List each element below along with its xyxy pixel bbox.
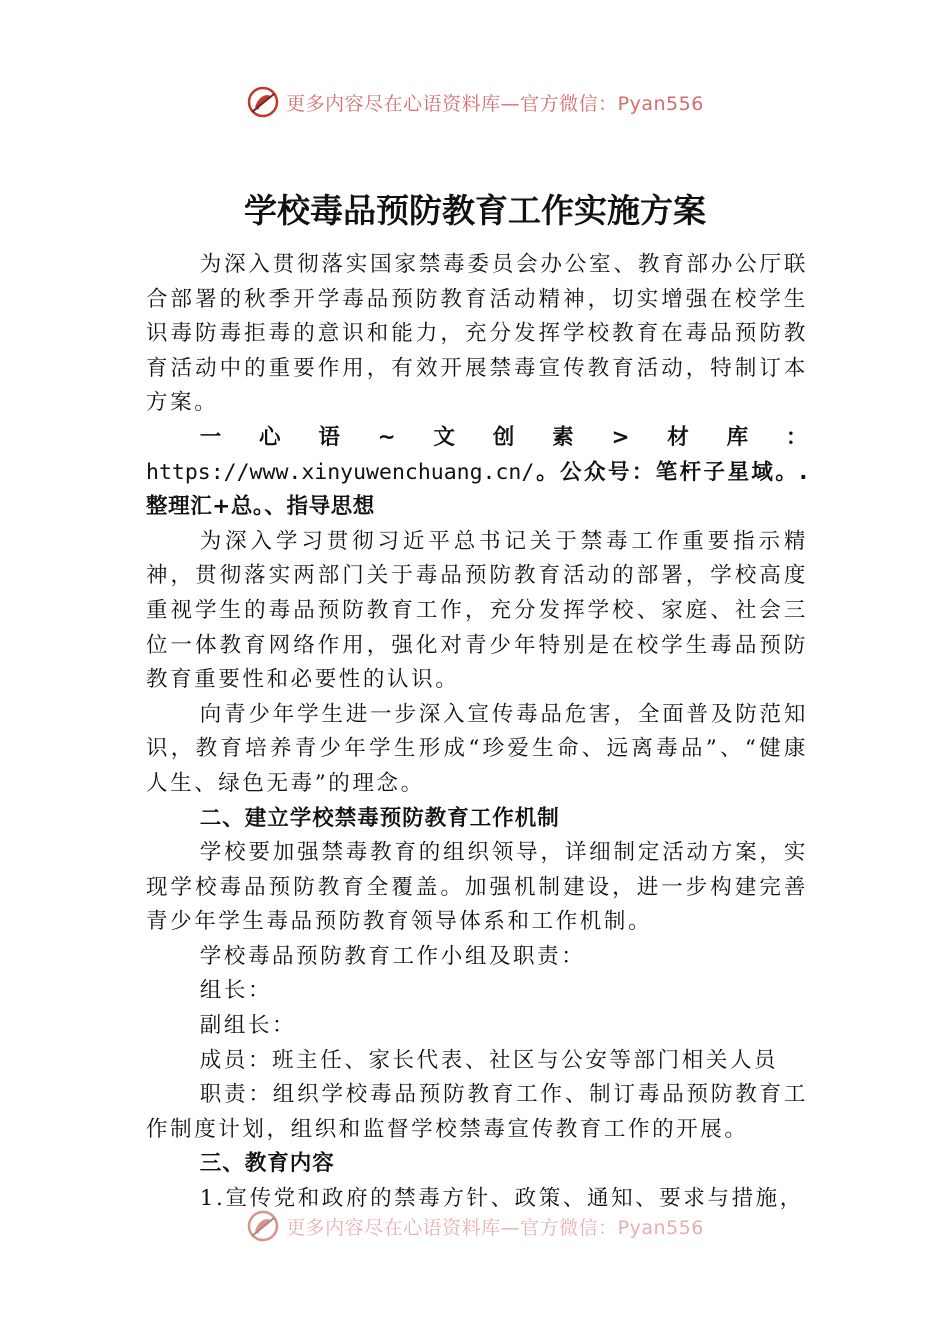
mechanism-paragraph: 学校要加强禁毒教育的组织领导，详细制定活动方案，实现学校毒品预防教育全覆盖。加强机制建设，进一步构建完善青少年学生毒品预防教育领导体系和工作机制。: [146, 840, 808, 935]
promo-suffix: 。公众号：笔杆子星域。.整理汇+总。、指导思想: [146, 459, 808, 520]
duty-paragraph: 职责：组织学校毒品预防教育工作、制订毒品预防教育工作制度计划，组织和监督学校禁毒宣传教育工作的开展。: [146, 1082, 808, 1142]
intro-paragraph: 为深入贯彻落实国家禁毒委员会办公室、教育部办公厅联合部署的秋季开学毒品预防教育活动精神，切实增强在校学生识毒防毒拒毒的意识和能力，充分发挥学校教育在毒品预防教育活动中的重要作用，有效开展禁毒宣传教育活动，特制订本方案。: [146, 252, 808, 416]
header-watermark: [0, 82, 950, 122]
section-heading-2: 二、建立学校禁毒预防教育工作机制: [199, 805, 560, 831]
promo-link[interactable]: https://www.xinyuwenchuang.cn/: [146, 459, 535, 485]
promo-paragraph: [146, 421, 808, 525]
members-line: 成员：班主任、家长代表、社区与公安等部门相关人员: [199, 1047, 779, 1073]
leader-line: 组长：: [199, 978, 273, 1004]
goal-paragraph: 向青少年学生进一步深入宣传毒品危害，全面普及防范知识，教育培养青少年学生形成“珍爱生命、远离毒品”、“健康人生、绿色无毒”的理念。: [146, 701, 808, 796]
xinyu-logo-icon: [246, 85, 280, 119]
header-watermark-text: 更多内容尽在心语资料库—官方微信：Pyan556: [286, 92, 704, 115]
section-heading-3: 三、教育内容: [199, 1151, 335, 1177]
promo-prefix: 一心语~文创素>材库：: [199, 424, 808, 450]
footer-watermark: [0, 1206, 950, 1246]
list-item-1: 1.宣传党和政府的禁毒方针、政策、通知、要求与措施，: [199, 1186, 804, 1212]
deputy-line: 副组长：: [199, 1013, 297, 1039]
xinyu-logo-icon: [246, 1209, 280, 1243]
footer-watermark-text: 更多内容尽在心语资料库—官方微信：Pyan556: [286, 1216, 704, 1239]
document-body: [146, 248, 808, 1217]
page-title: 学校毒品预防教育工作实施方案: [244, 191, 706, 230]
guiding-paragraph: 为深入学习贯彻习近平总书记关于禁毒工作重要指示精神，贯彻落实两部门关于毒品预防教育活动的部署，学校高度重视学生的毒品预防教育工作，充分发挥学校、家庭、社会三位一体教育网络作用，强化对青少年特别是在校学生毒品预防教育重要性和必要性的认识。: [146, 528, 808, 693]
group-paragraph: 学校毒品预防教育工作小组及职责：: [199, 943, 586, 969]
